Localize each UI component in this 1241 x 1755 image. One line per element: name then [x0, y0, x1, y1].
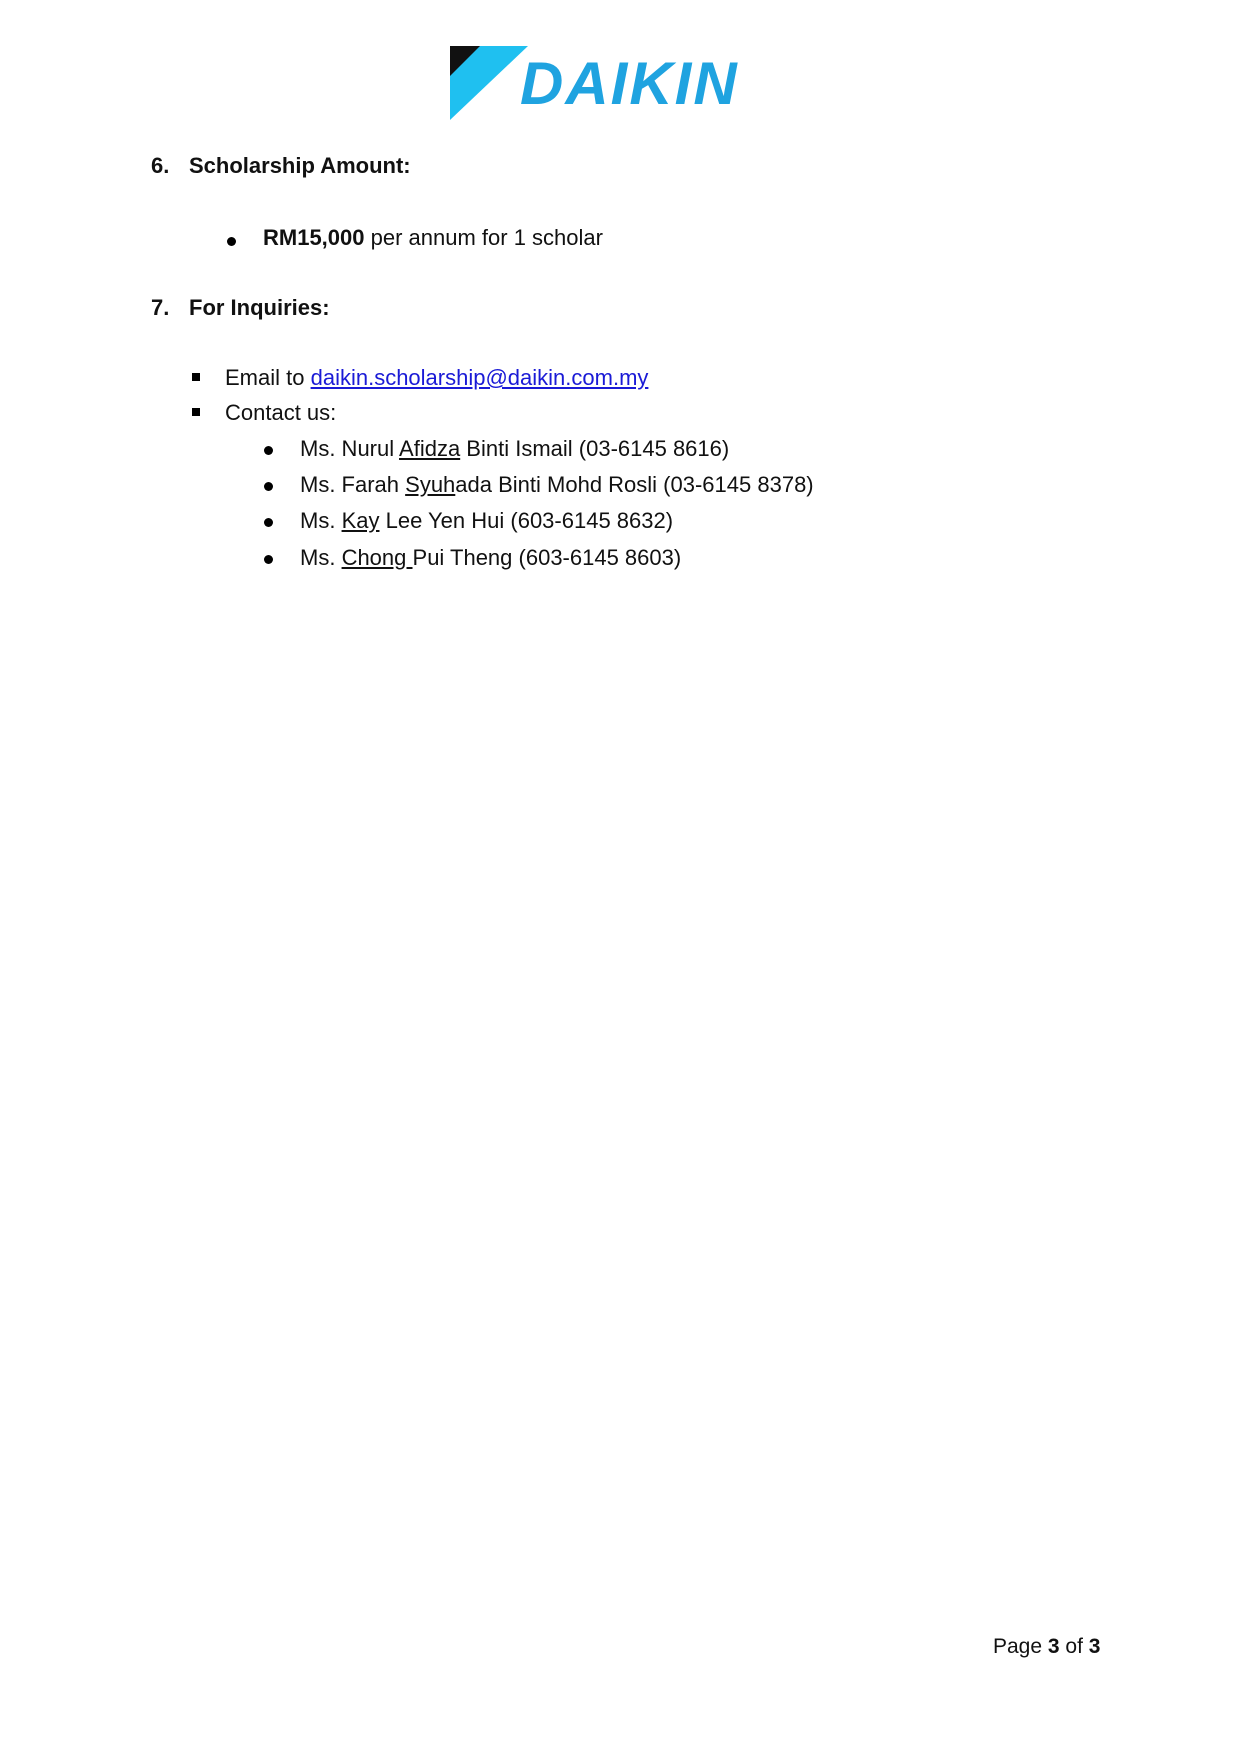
contact-rest: Lee Yen Hui (603-6145 8632)	[379, 508, 674, 533]
bullet-dot-icon	[264, 555, 273, 564]
contact-underlined-name: Afidza	[399, 436, 461, 461]
contact-prefix: Ms.	[300, 545, 342, 570]
scholarship-amount-value: RM15,000	[263, 225, 365, 250]
contact-rest: ada Binti Mohd Rosli (03-6145 8378)	[455, 472, 814, 497]
contact-underlined-name: Syuh	[405, 472, 456, 497]
contact-prefix: Ms. Nurul	[300, 436, 400, 461]
section-heading-inquiries	[151, 293, 330, 323]
contact-prefix: Ms.	[300, 508, 342, 533]
of-word: of	[1059, 1635, 1089, 1658]
contact-underlined-name: Chong	[341, 545, 413, 570]
logo-wordmark: DAIKIN	[520, 50, 739, 117]
bullet-dot-icon	[227, 237, 236, 246]
contact-item	[300, 434, 729, 464]
section-title: For Inquiries:	[189, 295, 330, 320]
daikin-logo	[450, 46, 802, 122]
contact-rest: Binti Ismail (03-6145 8616)	[460, 436, 730, 461]
list-item-email	[225, 363, 648, 393]
list-item-contact-label: Contact us:	[225, 400, 337, 425]
contact-item	[300, 543, 681, 573]
page-number-footer	[993, 1632, 1100, 1662]
bullet-dot-icon	[264, 482, 273, 491]
bullet-dot-icon	[264, 518, 273, 527]
section-number: 6.	[151, 153, 170, 178]
contact-rest: Pui Theng (603-6145 8603)	[412, 545, 682, 570]
page-word: Page	[993, 1635, 1048, 1658]
section-title: Scholarship Amount:	[189, 153, 411, 178]
contact-underlined-name: Kay	[341, 508, 380, 533]
email-prefix: Email to	[225, 365, 311, 390]
total-pages: 3	[1088, 1635, 1101, 1658]
bullet-square-icon	[192, 373, 200, 381]
scholarship-amount-text: per annum for 1 scholar	[364, 225, 603, 250]
daikin-logo-mark-icon	[450, 46, 530, 122]
section-number: 7.	[151, 295, 170, 320]
contact-prefix: Ms. Farah	[300, 472, 406, 497]
bullet-square-icon	[192, 408, 200, 416]
email-link[interactable]: daikin.scholarship@daikin.com.my	[310, 365, 649, 390]
bullet-dot-icon	[264, 446, 273, 455]
contact-item	[300, 506, 673, 536]
current-page: 3	[1047, 1635, 1060, 1658]
section-heading-scholarship-amount	[151, 151, 411, 181]
contact-item	[300, 470, 814, 500]
list-item-amount	[263, 223, 603, 253]
